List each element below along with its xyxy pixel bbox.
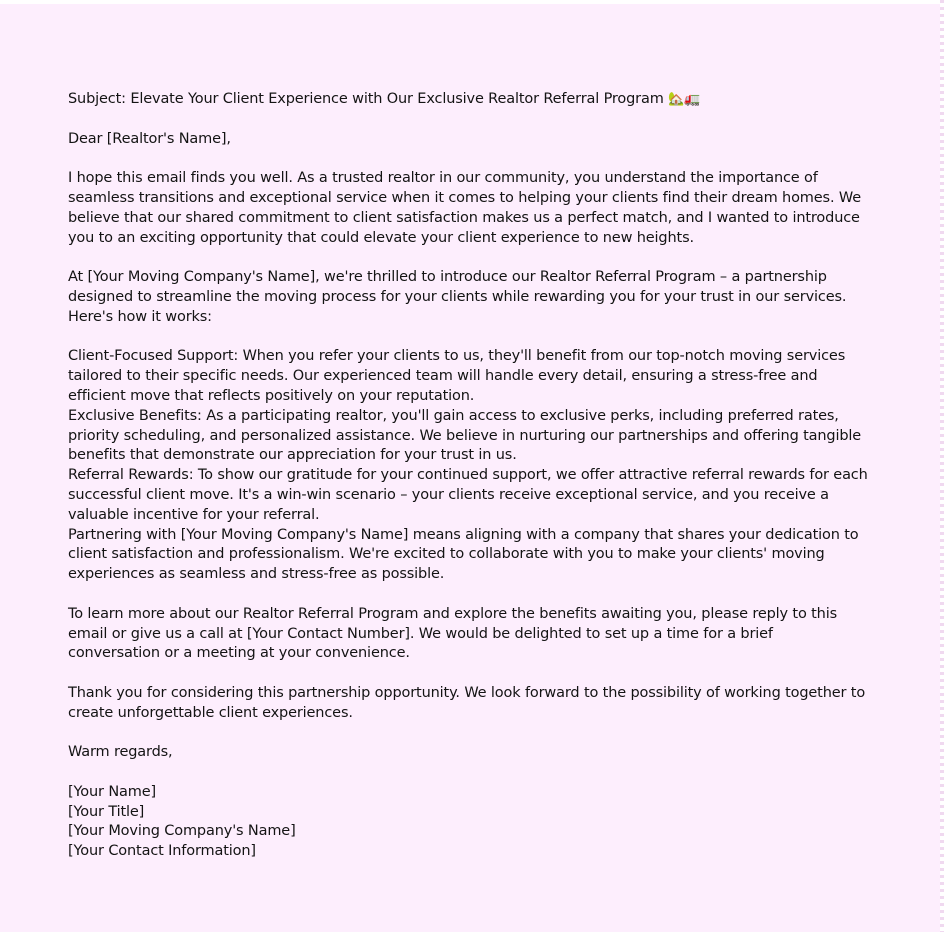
program-paragraph: At [Your Moving Company's Name], we're thrilled to introduce our Realtor Referral Program – a partnership designed to streamline the moving process for your clients while rewarding you for your trust in our services. Here's how it works: [68,269,847,325]
signature-company: [Your Moving Company's Name] [68,823,296,840]
signature-title: [Your Title] [68,803,145,820]
thanks-paragraph: Thank you for considering this partnership opportunity. We look forward to the possibility of working together to create unforgettable client experiences. [68,684,866,721]
letter-page [0,4,940,932]
subject-line [68,90,868,110]
benefit-exclusive-benefits: Exclusive Benefits: As a participating realtor, you'll gain access to exclusive perks, including preferred rates, priority scheduling, and personalized assistance. We believe in nurturing our partnerships and offering tangible benefits that demonstrate our appreciation for your trust in us. [68,407,862,464]
subject-text: Subject: Elevate Your Client Experience with Our Exclusive Realtor Referral Program [68,91,664,107]
greeting: Dear [Realtor's Name], [68,130,231,147]
benefit-client-focused-support: Client-Focused Support: When you refer your clients to us, they'll benefit from our top-notch moving services tailored to their specific needs. Our experienced team will handle every detail, ensuring a stress-free and efficient move that reflects positively on your reputation. [68,348,846,404]
signature-contact: [Your Contact Information] [68,843,256,860]
call-to-action-paragraph: To learn more about our Realtor Referral Program and explore the benefits awaiting you, please reply to this email or give us a call at [Your Contact Number]. We would be delighted to set up a time for a brief conversation or a meeting at your convenience. [68,605,838,662]
closing: Warm regards, [68,744,173,761]
intro-paragraph: I hope this email finds you well. As a trusted realtor in our community, you understand the importance of seamless transitions and exceptional service when it comes to helping your clients find their dream homes. We believe that our shared commitment to client satisfaction makes us a perfect match, and I wanted to introduce you to an exciting opportunity that could elevate your client experience to new heights. [68,170,861,246]
benefit-referral-rewards: Referral Rewards: To show our gratitude for your continued support, we offer attractive referral rewards for each successful client move. It's a win-win scenario – your clients receive exceptional service, and you receive a valuable incentive for your referral. [68,467,868,523]
house-truck-icon: 🏡🚛 [668,92,701,107]
signature-name: [Your Name] [68,783,157,800]
partnering-paragraph: Partnering with [Your Moving Company's Name] means aligning with a company that shares your dedication to client satisfaction and professionalism. We're excited to collaborate with you to make your clients' moving experiences as seamless and stress-free as possible. [68,526,859,583]
email-letter [68,90,868,862]
page-edge-divider [940,0,944,932]
